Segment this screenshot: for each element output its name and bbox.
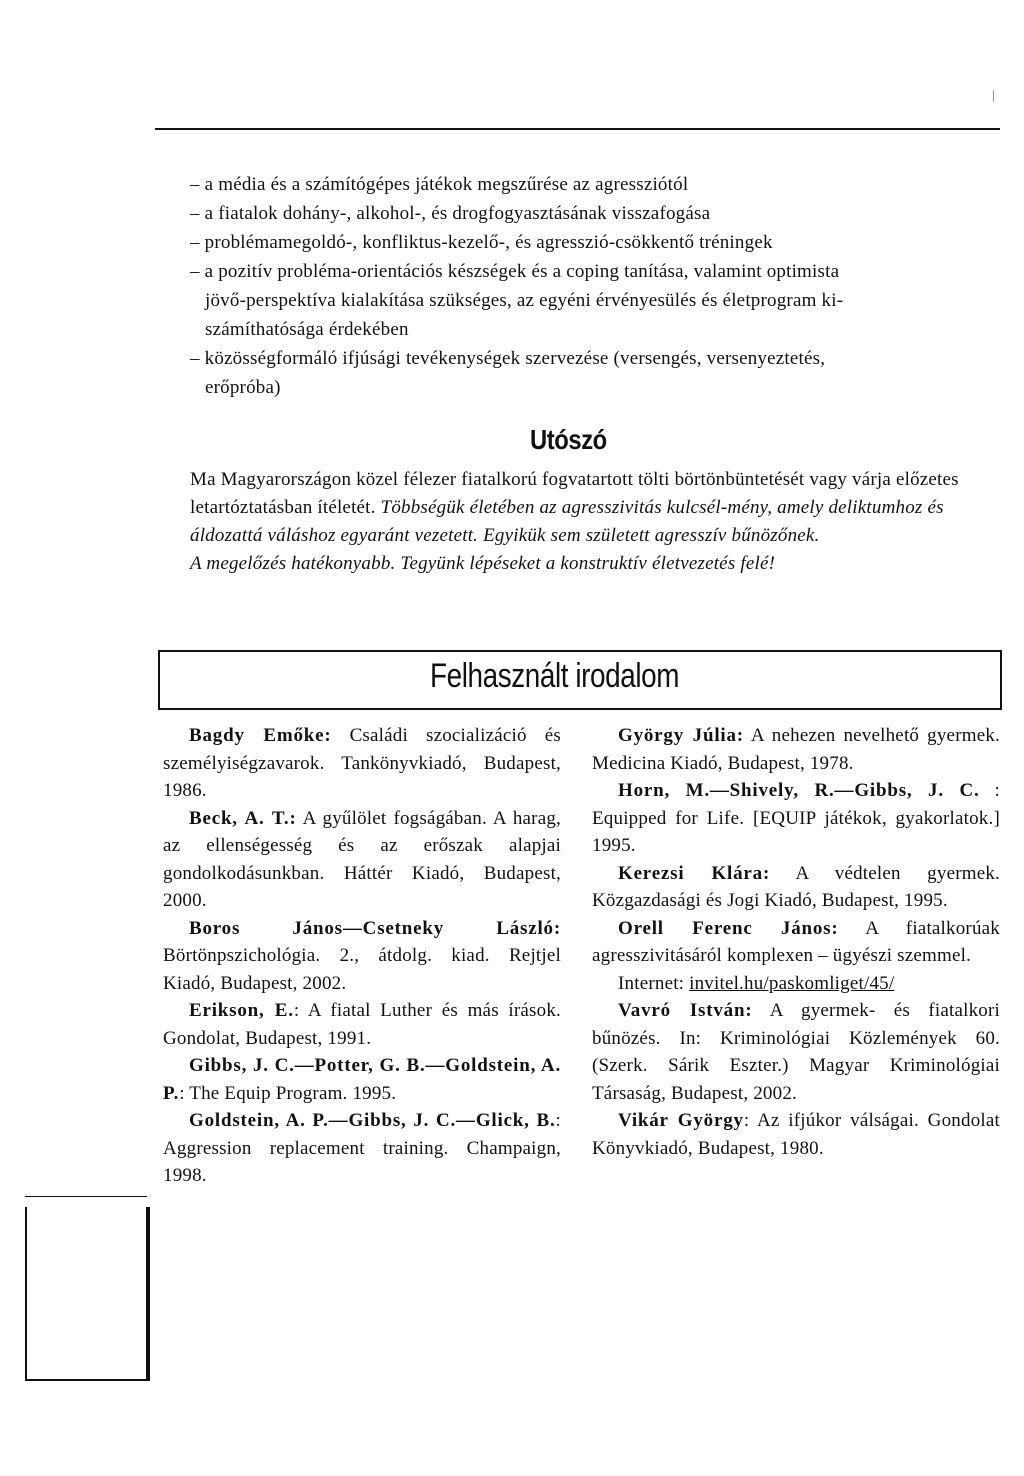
list-item: – közösségformáló ifjúsági tevékenységek szervezése (versengés, versenyeztetés, — [190, 348, 826, 369]
reference-author: Vikár György — [618, 1110, 744, 1131]
reference-author: Orell Ferenc János: — [618, 917, 839, 939]
reference-prefix: Internet: — [618, 972, 690, 994]
reference-text: Családi szocializáció és személyiségzavarok. Tankönyvkiadó, Budapest, 1986. — [163, 725, 561, 801]
top-rule — [155, 128, 1000, 130]
reference-item — [163, 997, 561, 1052]
reference-author: Kerezsi Klára: — [618, 862, 771, 884]
afterword-italic-text: Többségük életében az agresszivitás kulcsél-mény, amely deliktumhoz és áldozattá váláshoz egyaránt vezetett. Egyikük sem született agresszív bűnözőnek. — [190, 497, 944, 546]
afterword-heading: Utószó — [530, 424, 607, 455]
reference-text: : Az ifjúkor válságai. Gondolat Könyvkiadó, Budapest, 1980. — [592, 1110, 1000, 1159]
list-item: – problémamegoldó-, konfliktus-kezelő-, és agresszió-csökkentő tréningek — [190, 232, 773, 253]
reference-text: A gyűlölet fogságában. A harag, az ellenségesség és az erőszak alapjai gondolkodásunkban. Háttér Kiadó, Budapest, 2000. — [163, 807, 561, 911]
afterword-italic-text: A megelőzés hatékonyabb. Tegyünk lépéseket a konstruktív életvezetés felé! — [190, 553, 776, 574]
reference-item — [592, 970, 1000, 998]
reference-item — [592, 997, 1000, 1107]
list-item: – a pozitív probléma-orientációs készségek és a coping tanítása, valamint optimista — [190, 261, 840, 282]
reference-author: Beck, A. T.: — [189, 807, 297, 829]
references-right-column — [592, 722, 1000, 1162]
reference-text: : The Equip Program. 1995. — [179, 1082, 397, 1104]
reference-text: A védtelen gyermek. Közgazdasági és Jogi Kiadó, Budapest, 1995. — [592, 862, 1000, 911]
reference-item — [592, 1107, 1000, 1162]
list-item: – a média és a számítógépes játékok megszűrése az agressziótól — [190, 174, 689, 195]
list-item: – a fiatalok dohány-, alkohol-, és drogfogyasztásának visszafogása — [190, 203, 711, 224]
corner-frame-edge — [146, 1207, 148, 1381]
afterword-paragraph — [163, 550, 1008, 578]
literature-heading-rule — [158, 708, 1000, 710]
corner-rule — [25, 1196, 147, 1197]
reference-text: A nehezen nevelhető gyermek. Medicina Kiadó, Budapest, 1978. — [592, 725, 1000, 774]
reference-item — [163, 1052, 561, 1107]
corner-frame — [25, 1207, 150, 1381]
reference-item — [163, 1107, 561, 1190]
reference-text: Börtönpszichológia. 2., átdolg. kiad. Rejtjel Kiadó, Budapest, 2002. — [163, 945, 561, 994]
reference-author: Bagdy Emőke: — [189, 725, 332, 746]
list-item-continuation: jövő-perspektíva kialakítása szükséges, az egyéni érvényesülés és életprogram ki- — [205, 290, 844, 311]
reference-author: György Júlia: — [618, 725, 744, 746]
recommendation-list — [190, 170, 1000, 402]
literature-heading: Felhasznált irodalom — [430, 657, 680, 695]
reference-author: Vavró István: — [618, 1000, 753, 1021]
reference-item — [163, 805, 561, 915]
reference-author: Gibbs, J. C.—Potter, G. B.—Goldstein, A. P. — [163, 1055, 561, 1104]
reference-text: A gyermek- és fiatalkori bűnözés. In: Kriminológiai Közlemények 60. (Szerk. Sárik Eszter.) Magyar Kriminológiai Társaság, Budapest, 2002. — [592, 1000, 1000, 1104]
afterword-paragraph — [163, 466, 1008, 550]
afterword-text: Ma Magyarországon közel félezer fiatalkorú fogvatartott tölti börtönbüntetését vagy várja előzetes letartóztatásban ítéletét. — [190, 469, 959, 518]
afterword-body — [163, 466, 1008, 578]
reference-item — [163, 722, 561, 805]
reference-item — [592, 860, 1000, 915]
reference-author: Boros János—Csetneky László: — [189, 917, 561, 939]
reference-link[interactable]: invitel.hu/paskomliget/45/ — [689, 972, 895, 994]
list-item-continuation: erőpróba) — [205, 377, 281, 398]
scan-mark — [993, 90, 994, 102]
reference-text: : A fiatal Luther és más írások. Gondolat, Budapest, 1991. — [163, 1000, 561, 1049]
references-left-column — [163, 722, 561, 1190]
reference-item — [592, 777, 1000, 860]
reference-author: Goldstein, A. P.—Gibbs, J. C.—Glick, B. — [189, 1110, 556, 1131]
reference-text: : Aggression replacement training. Champaign, 1998. — [163, 1110, 561, 1186]
reference-item — [592, 915, 1000, 970]
list-item-continuation: számíthatósága érdekében — [205, 319, 409, 340]
reference-item — [592, 722, 1000, 777]
reference-text: : Equipped for Life. [EQUIP játékok, gyakorlatok.] 1995. — [592, 780, 1000, 856]
reference-item — [163, 915, 561, 998]
reference-author: Erikson, E. — [189, 1000, 294, 1021]
reference-author: Horn, M.—Shively, R.—Gibbs, J. C. — [618, 780, 980, 801]
reference-text: A fiatalkorúak agresszivitásáról komplexen – ügyészi szemmel. — [592, 917, 1000, 966]
